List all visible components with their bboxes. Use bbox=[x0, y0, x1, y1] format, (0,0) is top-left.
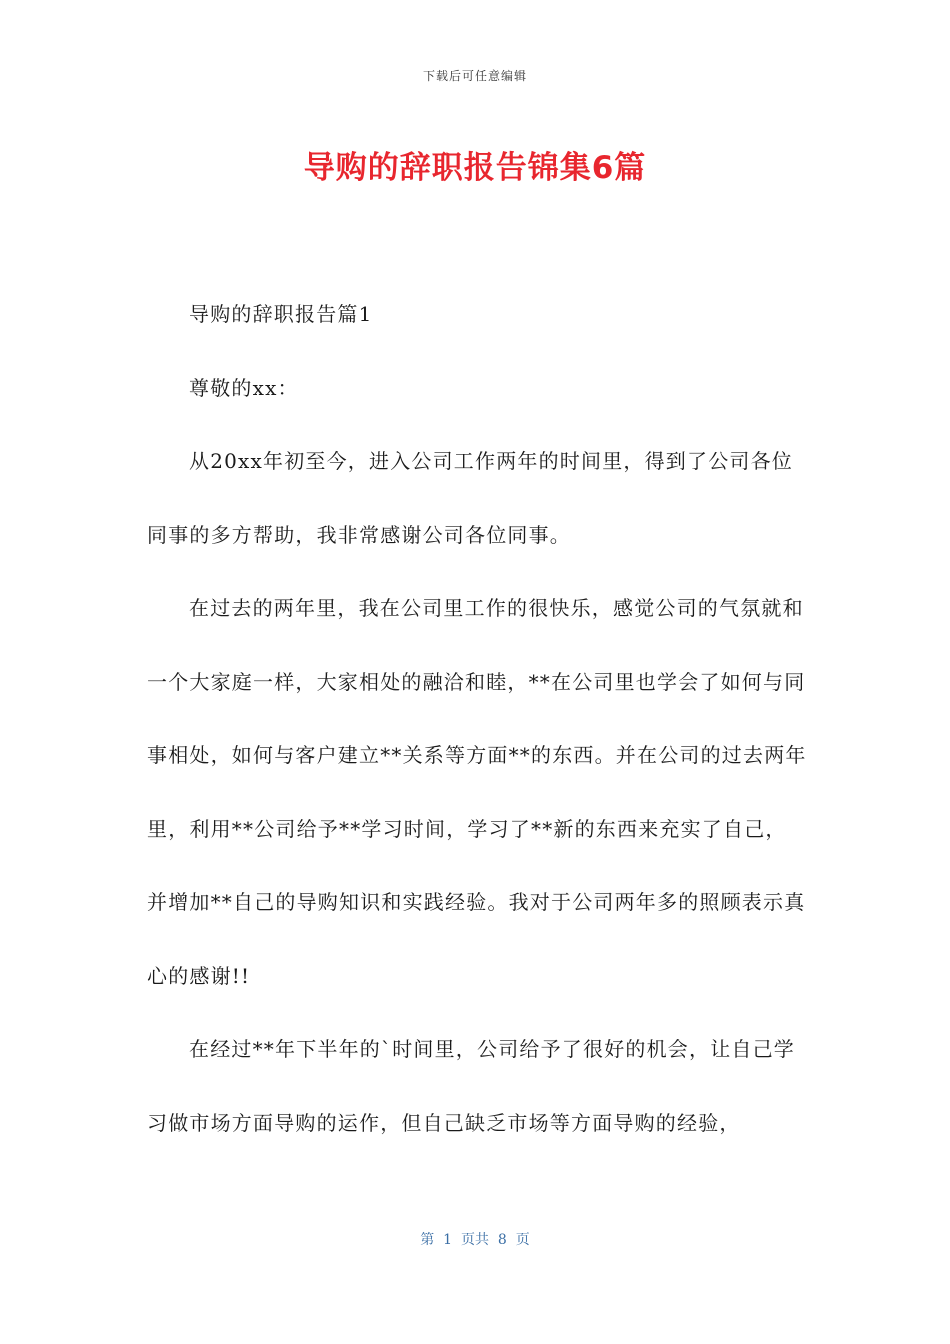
body-paragraph: 从20xx年初至今，进入公司工作两年的时间里，得到了公司各位同事的多方帮助，我非常感谢公司各位同事。 bbox=[147, 449, 794, 547]
salutation: 尊敬的xx： bbox=[189, 375, 299, 400]
body-paragraph: 在经过**年下半年的`时间里，公司给予了很好的机会，让自己学习做市场方面导购的运作，但自己缺乏市场等方面导购的经验， bbox=[147, 1037, 795, 1135]
body-paragraph: 在过去的两年里，我在公司里工作的很快乐，感觉公司的气氛就和一个大家庭一样，大家相处的融洽和睦，**在公司里也学会了如何与同事相处，如何与客户建立**关系等方面**的东西。并在公司的过去两年里，利用**公司给予**学习时间，学习了**新的东西来充实了自己，并增加**自己的导购知识和实践经验。我对于公司两年多的照顾表示真心的感谢!! bbox=[147, 596, 807, 988]
document-title: 导购的辞职报告锦集6篇 bbox=[303, 150, 647, 186]
page-footer: 第 1 页共 8 页 bbox=[420, 1232, 530, 1248]
document-body bbox=[147, 278, 807, 1160]
section-heading: 导购的辞职报告篇1 bbox=[189, 302, 373, 326]
header-note: 下载后可任意编辑 bbox=[422, 69, 527, 83]
